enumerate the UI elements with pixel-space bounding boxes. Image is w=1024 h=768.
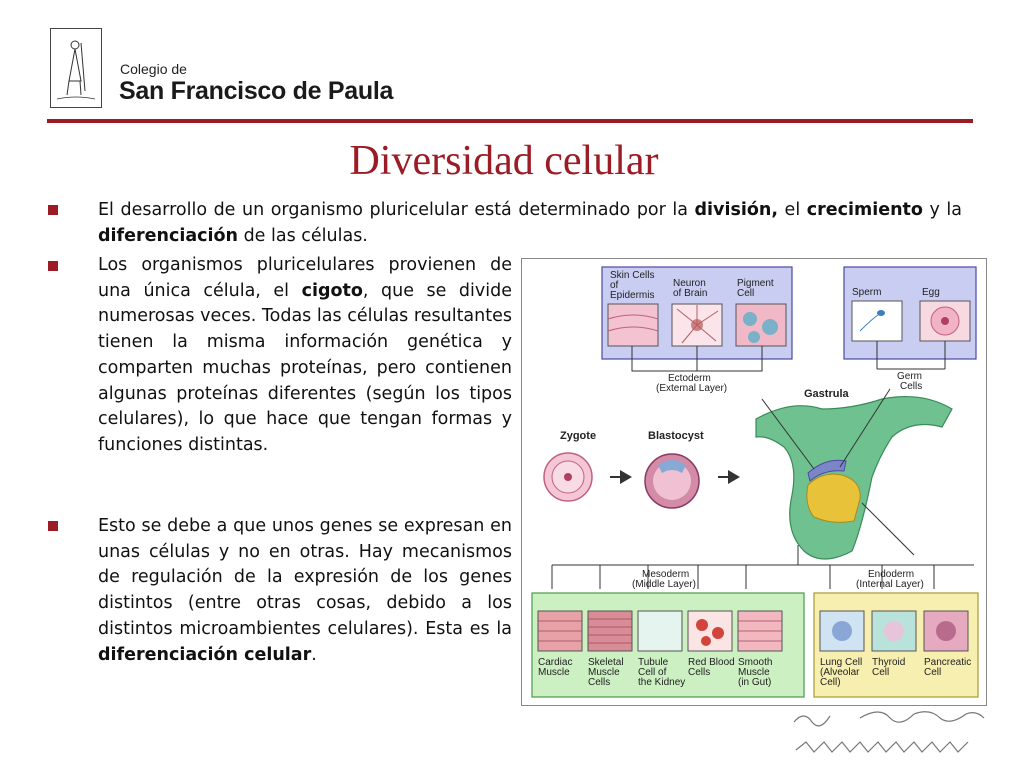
cell-differentiation-figure	[521, 258, 987, 706]
skeletal-muscle-image	[588, 611, 632, 651]
label-of-brain: of Brain	[673, 288, 708, 299]
gastrula-yolk	[807, 474, 860, 522]
label-egg: Egg	[922, 287, 940, 298]
svg-text:Muscle: Muscle	[738, 667, 770, 678]
svg-text:Smooth: Smooth	[738, 657, 773, 668]
svg-text:Cells: Cells	[688, 667, 711, 678]
svg-text:Cell: Cell	[924, 667, 942, 678]
svg-text:Pancreatic: Pancreatic	[924, 657, 972, 668]
label-ectoderm: Ectoderm	[668, 373, 711, 384]
svg-text:Muscle: Muscle	[538, 667, 570, 678]
label-gastrula: Gastrula	[804, 388, 849, 400]
svg-text:the Kidney: the Kidney	[638, 677, 686, 688]
svg-text:Cells: Cells	[588, 677, 611, 688]
label-epidermis: Epidermis	[610, 290, 655, 301]
label-neuron: Neuron	[673, 278, 706, 289]
school-logo	[50, 28, 102, 108]
svg-text:Cell: Cell	[872, 667, 890, 678]
gastrula-body	[756, 397, 952, 559]
label-external-layer: (External Layer)	[656, 383, 728, 394]
bullet-text-3: Esto se debe a que unos genes se expresan en unas células y no en otras. Hay mecanismos de regulación de la expresión de los genes distintos (entre otras cosas, debido a los distintos microambientes celulares). Esta es la diferenciación celular.	[98, 516, 512, 665]
saint-figure-icon	[51, 29, 101, 107]
red-blood-cells-image	[688, 611, 732, 651]
label-sperm: Sperm	[852, 287, 882, 298]
label-germ-cells: Cells	[900, 381, 923, 392]
label-germ: Germ	[897, 371, 922, 382]
label-pigment-cell: Cell	[737, 288, 755, 299]
svg-text:Tubule: Tubule	[638, 657, 669, 668]
differentiation-diagram	[522, 259, 986, 705]
label-skin-cells: Skin Cells	[610, 270, 655, 281]
sperm-image	[852, 301, 902, 341]
pigment-cell-image	[736, 304, 786, 346]
slide-title: Diversidad celular	[349, 138, 659, 184]
header-divider	[47, 119, 973, 123]
svg-text:Red Blood: Red Blood	[688, 657, 735, 668]
label-internal-layer: (Internal Layer)	[856, 579, 924, 590]
bullet-marker	[48, 521, 58, 531]
svg-text:Cardiac: Cardiac	[538, 657, 573, 668]
label-pigment: Pigment	[737, 278, 774, 289]
svg-text:Cell): Cell)	[820, 677, 841, 688]
label-middle-layer: (Middle Layer)	[632, 579, 696, 590]
signature-watermark	[790, 704, 990, 766]
bullet-marker	[48, 261, 58, 271]
label-zygote: Zygote	[560, 430, 597, 442]
svg-text:Muscle: Muscle	[588, 667, 620, 678]
label-endoderm: Endoderm	[868, 569, 915, 580]
skin-cell-image	[608, 304, 658, 346]
bullet-text-2: Los organismos pluricelulares provienen de una única célula, el cigoto, que se divide numerosas veces. Todas las células resultantes tienen la misma información genética y comparten muchas proteínas, pero contienen algunas proteínas diferentes (según los tipos celulares), lo que hace que tengan formas y funciones distintas.	[98, 255, 512, 455]
svg-text:Lung Cell: Lung Cell	[820, 657, 863, 668]
bullet-text-1: El desarrollo de un organismo pluricelular está determinado por la división, el crecimiento y la diferenciación de las células.	[98, 200, 962, 246]
svg-text:Cell of: Cell of	[638, 667, 667, 678]
svg-text:(in Gut): (in Gut)	[738, 677, 772, 688]
label-blastocyst: Blastocyst	[648, 430, 704, 442]
kidney-tubule-image	[638, 611, 682, 651]
label-mesoderm: Mesoderm	[642, 569, 690, 580]
svg-text:Thyroid: Thyroid	[872, 657, 906, 668]
bullet-marker	[48, 205, 58, 215]
school-name: San Francisco de Paula	[119, 77, 394, 105]
svg-text:Skeletal: Skeletal	[588, 657, 624, 668]
svg-text:(Alveolar: (Alveolar	[820, 667, 860, 678]
label-skin-of: of	[610, 280, 619, 291]
school-prefix: Colegio de	[120, 61, 187, 77]
